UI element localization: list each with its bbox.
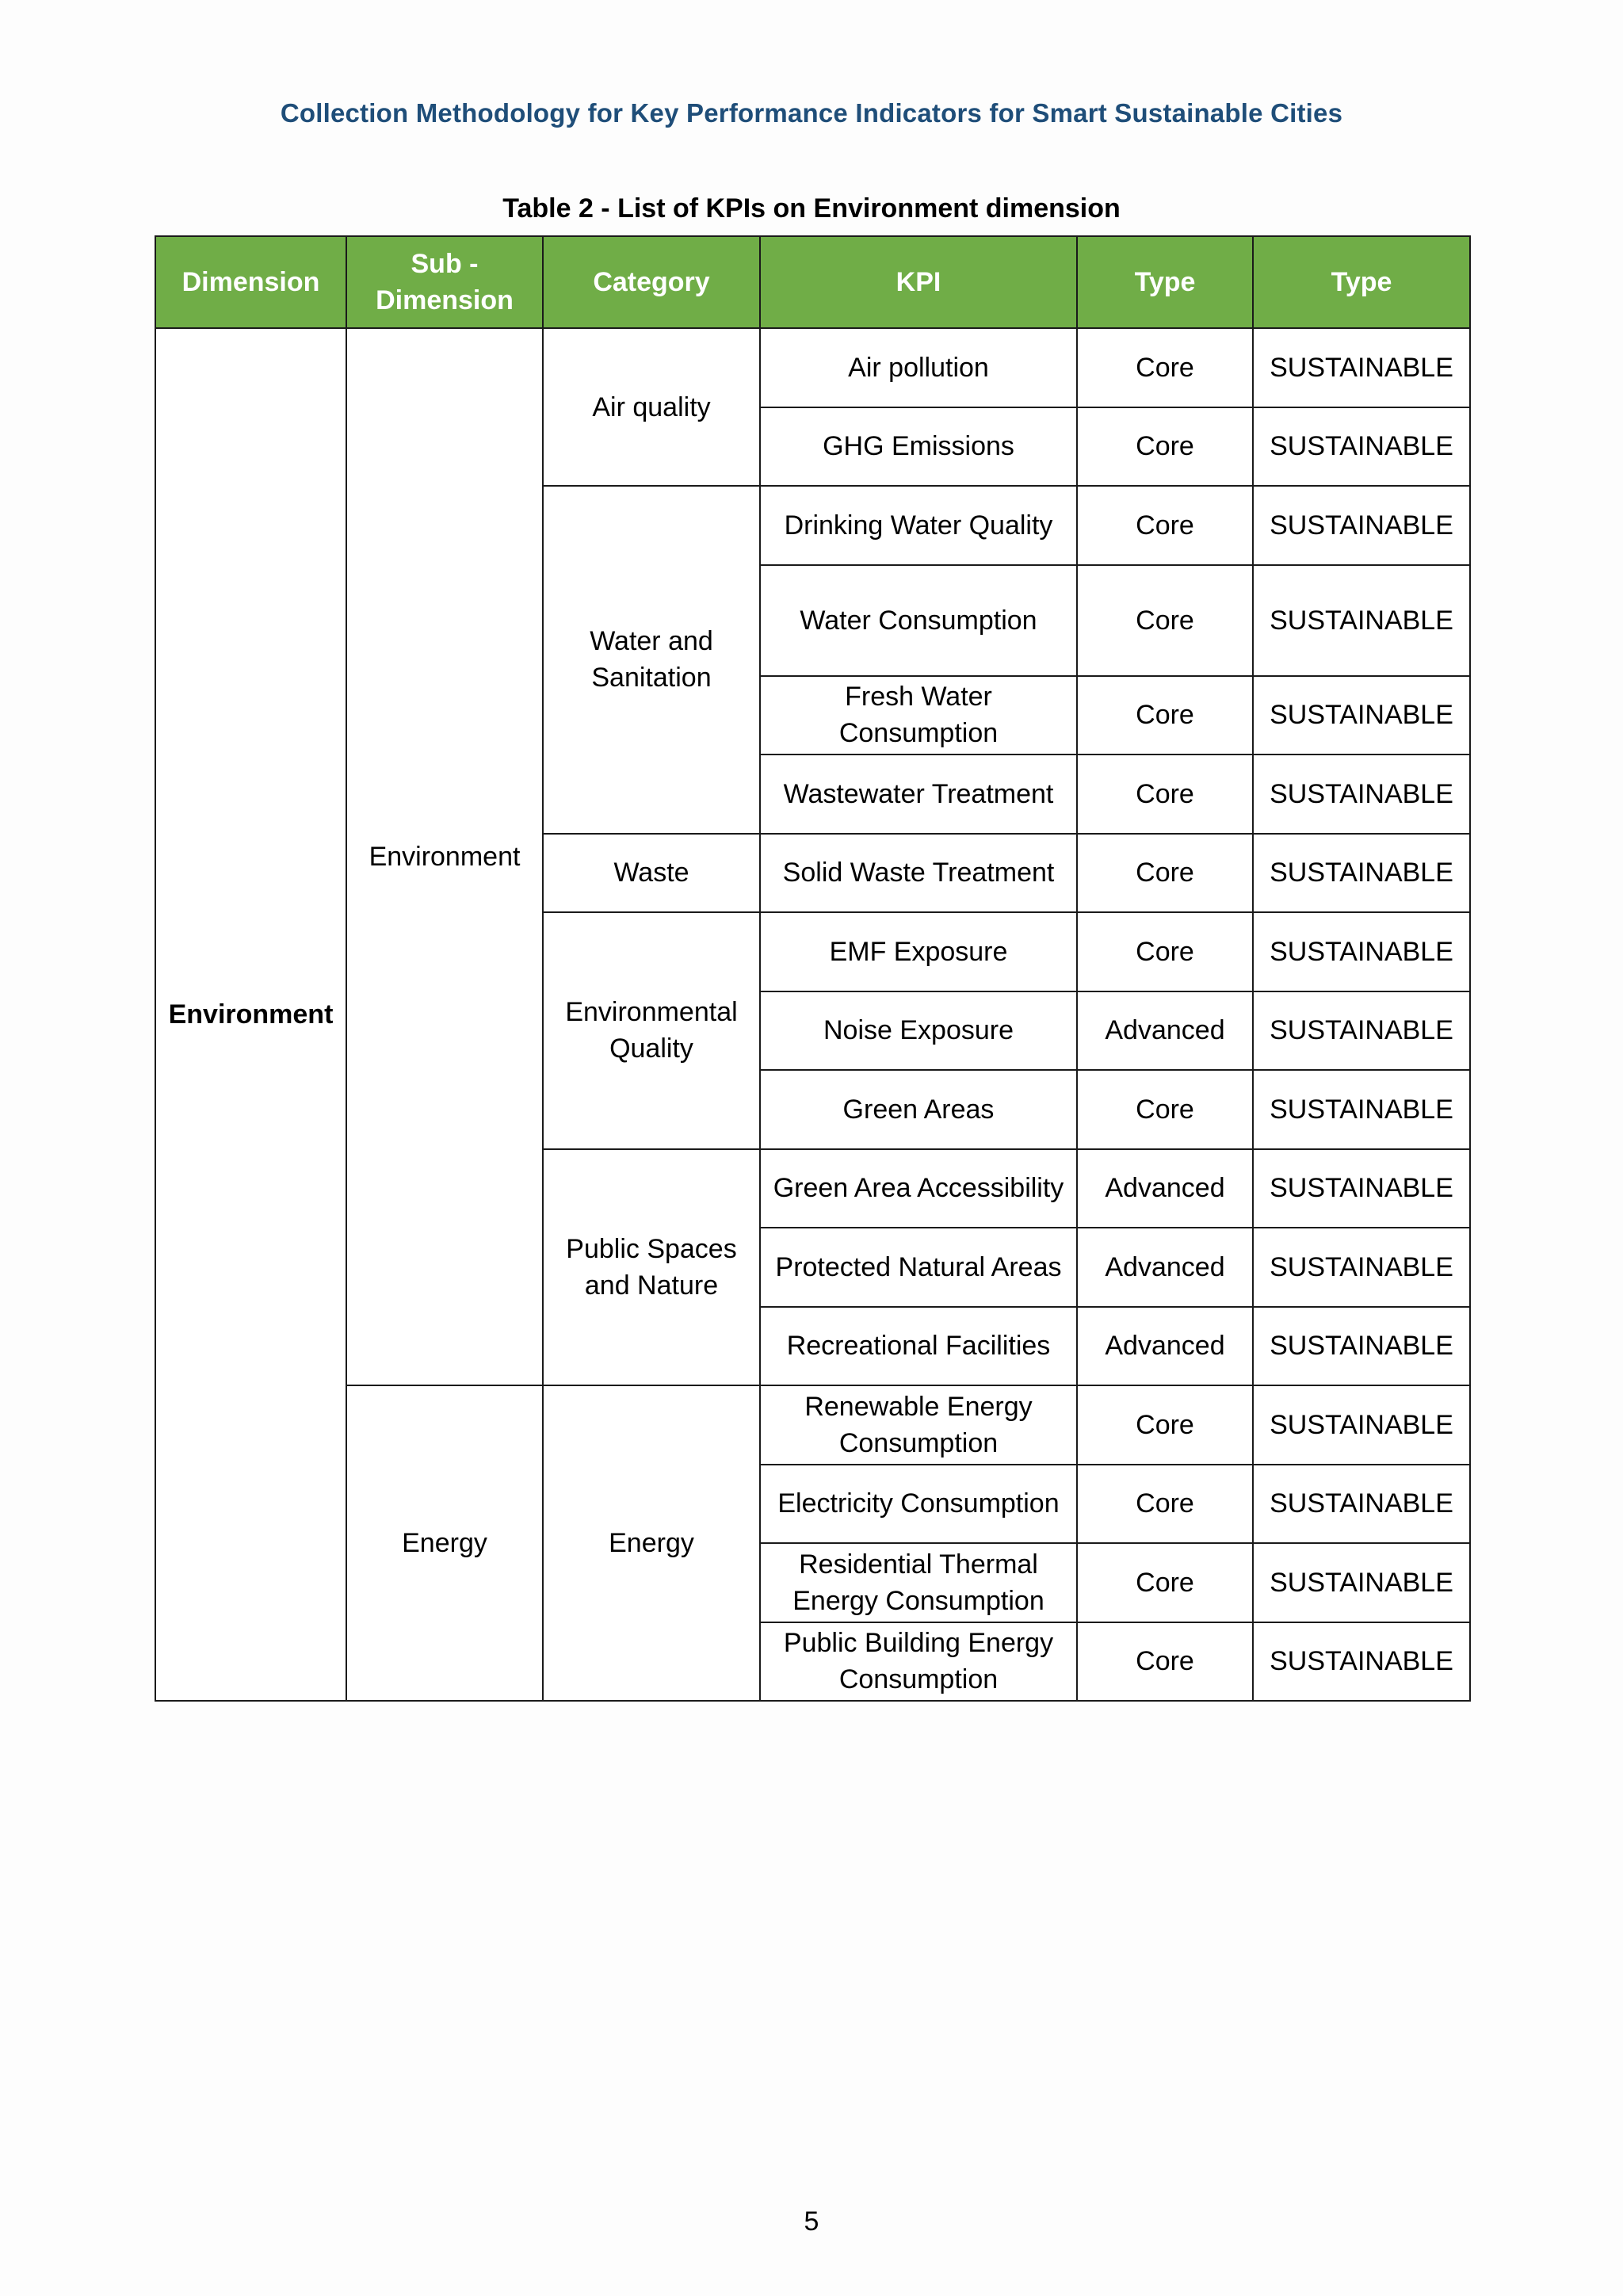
type2-cell: SUSTAINABLE bbox=[1253, 1543, 1470, 1622]
type2-cell: SUSTAINABLE bbox=[1253, 1385, 1470, 1465]
column-header-type-2: Type bbox=[1253, 236, 1470, 328]
type2-cell: SUSTAINABLE bbox=[1253, 991, 1470, 1071]
type2-cell: SUSTAINABLE bbox=[1253, 1070, 1470, 1149]
sub-dimension-cell: Energy bbox=[346, 1385, 543, 1701]
type-cell: Core bbox=[1077, 1622, 1253, 1702]
kpi-cell: Solid Waste Treatment bbox=[760, 834, 1077, 913]
type-cell: Core bbox=[1077, 486, 1253, 565]
type-cell: Core bbox=[1077, 1385, 1253, 1465]
type2-cell: SUSTAINABLE bbox=[1253, 407, 1470, 487]
table-row bbox=[155, 1385, 1470, 1465]
kpi-cell: Public Building Energy Consumption bbox=[760, 1622, 1077, 1702]
type-cell: Advanced bbox=[1077, 991, 1253, 1071]
type-cell: Core bbox=[1077, 565, 1253, 676]
type2-cell: SUSTAINABLE bbox=[1253, 565, 1470, 676]
kpi-cell: Wastewater Treatment bbox=[760, 755, 1077, 834]
dimension-cell: Environment bbox=[155, 328, 346, 1701]
column-header-sub-dimension: Sub - Dimension bbox=[346, 236, 543, 328]
column-header-dimension: Dimension bbox=[155, 236, 346, 328]
kpi-cell: Protected Natural Areas bbox=[760, 1228, 1077, 1307]
kpi-cell: Air pollution bbox=[760, 328, 1077, 407]
category-cell: Environmental Quality bbox=[543, 912, 760, 1149]
type2-cell: SUSTAINABLE bbox=[1253, 1622, 1470, 1702]
kpi-cell: Recreational Facilities bbox=[760, 1307, 1077, 1386]
type2-cell: SUSTAINABLE bbox=[1253, 1307, 1470, 1386]
table-caption: Table 2 - List of KPIs on Environment dimension bbox=[502, 193, 1121, 223]
category-cell: Waste bbox=[543, 834, 760, 913]
kpi-cell: Green Areas bbox=[760, 1070, 1077, 1149]
type-cell: Core bbox=[1077, 676, 1253, 755]
type-cell: Core bbox=[1077, 328, 1253, 407]
kpi-cell: EMF Exposure bbox=[760, 912, 1077, 991]
running-header-title: Collection Methodology for Key Performance Indicators for Smart Sustainable Cities bbox=[280, 98, 1343, 128]
kpi-cell: Fresh Water Consumption bbox=[760, 676, 1077, 755]
type-cell: Advanced bbox=[1077, 1307, 1253, 1386]
column-header-type: Type bbox=[1077, 236, 1253, 328]
category-cell: Water and Sanitation bbox=[543, 486, 760, 834]
kpi-cell: Electricity Consumption bbox=[760, 1465, 1077, 1544]
type-cell: Core bbox=[1077, 755, 1253, 834]
kpi-cell: GHG Emissions bbox=[760, 407, 1077, 487]
kpi-cell: Noise Exposure bbox=[760, 991, 1077, 1071]
kpi-table bbox=[155, 235, 1471, 1702]
type2-cell: SUSTAINABLE bbox=[1253, 755, 1470, 834]
column-header-category: Category bbox=[543, 236, 760, 328]
type2-cell: SUSTAINABLE bbox=[1253, 1228, 1470, 1307]
type2-cell: SUSTAINABLE bbox=[1253, 912, 1470, 991]
type2-cell: SUSTAINABLE bbox=[1253, 1465, 1470, 1544]
type-cell: Core bbox=[1077, 834, 1253, 913]
kpi-cell: Residential Thermal Energy Consumption bbox=[760, 1543, 1077, 1622]
type-cell: Core bbox=[1077, 1543, 1253, 1622]
type-cell: Core bbox=[1077, 1070, 1253, 1149]
category-cell: Energy bbox=[543, 1385, 760, 1701]
type2-cell: SUSTAINABLE bbox=[1253, 676, 1470, 755]
kpi-cell: Green Area Accessibility bbox=[760, 1149, 1077, 1228]
type2-cell: SUSTAINABLE bbox=[1253, 834, 1470, 913]
type-cell: Core bbox=[1077, 407, 1253, 487]
table-header-row bbox=[155, 236, 1470, 328]
type-cell: Core bbox=[1077, 1465, 1253, 1544]
page-number: 5 bbox=[804, 2206, 819, 2237]
type-cell: Core bbox=[1077, 912, 1253, 991]
type2-cell: SUSTAINABLE bbox=[1253, 328, 1470, 407]
kpi-cell: Drinking Water Quality bbox=[760, 486, 1077, 565]
column-header-kpi: KPI bbox=[760, 236, 1077, 328]
category-cell: Public Spaces and Nature bbox=[543, 1149, 760, 1386]
type2-cell: SUSTAINABLE bbox=[1253, 1149, 1470, 1228]
sub-dimension-cell: Environment bbox=[346, 328, 543, 1385]
table-row bbox=[155, 328, 1470, 407]
type-cell: Advanced bbox=[1077, 1228, 1253, 1307]
kpi-cell: Renewable Energy Consumption bbox=[760, 1385, 1077, 1465]
type2-cell: SUSTAINABLE bbox=[1253, 486, 1470, 565]
kpi-cell: Water Consumption bbox=[760, 565, 1077, 676]
category-cell: Air quality bbox=[543, 328, 760, 486]
type-cell: Advanced bbox=[1077, 1149, 1253, 1228]
